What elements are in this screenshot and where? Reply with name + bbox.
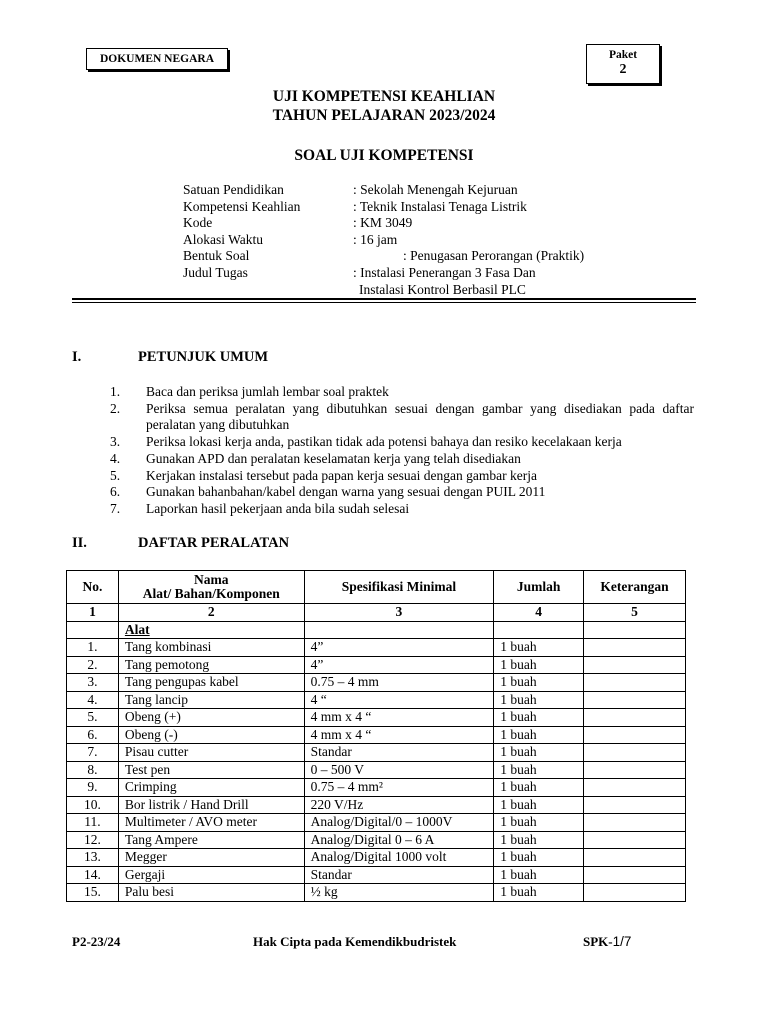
cell-jumlah: 1 buah bbox=[494, 726, 584, 744]
column-header-keterangan: Keterangan bbox=[584, 571, 686, 604]
cell-jumlah: 1 buah bbox=[494, 866, 584, 884]
cell-no: 3. bbox=[67, 674, 119, 692]
cell-spesifikasi: Analog/Digital 1000 volt bbox=[304, 849, 494, 867]
cell-spesifikasi: Analog/Digital 0 – 6 A bbox=[304, 831, 494, 849]
cell-spesifikasi: ½ kg bbox=[304, 884, 494, 902]
column-index-row bbox=[67, 604, 686, 622]
cell-keterangan bbox=[584, 761, 686, 779]
info-value: : Instalasi Penerangan 3 Fasa Dan bbox=[353, 264, 536, 280]
cell-no: 8. bbox=[67, 761, 119, 779]
info-value: : KM 3049 bbox=[353, 215, 413, 231]
column-header-nama-line1: Nama bbox=[194, 572, 229, 587]
cell-keterangan bbox=[584, 656, 686, 674]
table-cell bbox=[494, 621, 584, 639]
cell-keterangan bbox=[584, 884, 686, 902]
cell-no: 2. bbox=[67, 656, 119, 674]
package-badge bbox=[586, 44, 660, 84]
list-item bbox=[110, 468, 694, 485]
cell-jumlah: 1 buah bbox=[494, 831, 584, 849]
equipment-table-body bbox=[67, 604, 686, 902]
cell-spesifikasi: Standar bbox=[304, 744, 494, 762]
info-value: : Teknik Instalasi Tenaga Listrik bbox=[353, 198, 527, 214]
table-cell bbox=[304, 621, 494, 639]
list-item bbox=[110, 501, 694, 518]
cell-keterangan bbox=[584, 814, 686, 832]
cell-keterangan bbox=[584, 744, 686, 762]
info-value: : Penugasan Perorangan (Praktik) bbox=[403, 248, 585, 264]
list-item-text: Periksa lokasi kerja anda, pastikan tidak ada potensi bahaya dan resiko kecelakaan kerja bbox=[146, 434, 622, 450]
list-item bbox=[110, 401, 694, 434]
table-row bbox=[67, 761, 686, 779]
table-header-row bbox=[67, 571, 686, 604]
cell-jumlah: 1 buah bbox=[494, 691, 584, 709]
cell-spesifikasi: Standar bbox=[304, 866, 494, 884]
column-header-nama bbox=[118, 571, 304, 604]
table-cell bbox=[584, 621, 686, 639]
info-key: Kompetensi Keahlian bbox=[183, 198, 301, 214]
info-key: Bentuk Soal bbox=[183, 248, 250, 264]
cell-jumlah: 1 buah bbox=[494, 779, 584, 797]
cell-nama: Tang Ampere bbox=[118, 831, 304, 849]
cell-nama: Tang kombinasi bbox=[118, 639, 304, 657]
cell-nama: Multimeter / AVO meter bbox=[118, 814, 304, 832]
cell-nama: Gergaji bbox=[118, 866, 304, 884]
cell-no: 12. bbox=[67, 831, 119, 849]
column-index: 2 bbox=[118, 604, 304, 622]
column-index: 1 bbox=[67, 604, 119, 622]
cell-spesifikasi: 4 mm x 4 “ bbox=[304, 709, 494, 727]
cell-no: 14. bbox=[67, 866, 119, 884]
table-row bbox=[67, 814, 686, 832]
table-row bbox=[67, 656, 686, 674]
cell-no: 6. bbox=[67, 726, 119, 744]
cell-nama: Pisau cutter bbox=[118, 744, 304, 762]
cell-jumlah: 1 buah bbox=[494, 744, 584, 762]
cell-nama: Obeng (-) bbox=[118, 726, 304, 744]
list-item-text: Gunakan bahanbahan/kabel dengan warna yang sesuai dengan PUIL 2011 bbox=[146, 484, 546, 500]
column-index: 3 bbox=[304, 604, 494, 622]
cell-nama: Crimping bbox=[118, 779, 304, 797]
list-item bbox=[110, 434, 694, 451]
list-item bbox=[110, 451, 694, 468]
table-cell bbox=[67, 621, 119, 639]
footer-code: P2-23/24 bbox=[72, 934, 121, 949]
footer-copyright: Hak Cipta pada Kemendikbudristek bbox=[253, 934, 457, 949]
cell-no: 13. bbox=[67, 849, 119, 867]
table-row bbox=[67, 866, 686, 884]
cell-spesifikasi: 0.75 – 4 mm bbox=[304, 674, 494, 692]
cell-keterangan bbox=[584, 796, 686, 814]
table-row bbox=[67, 726, 686, 744]
list-item-text: Laporkan hasil pekerjaan anda bila sudah selesai bbox=[146, 500, 410, 516]
cell-nama: Megger bbox=[118, 849, 304, 867]
column-header-nama-line2: Alat/ Bahan/Komponen bbox=[142, 586, 280, 601]
section-number: II. bbox=[72, 535, 87, 551]
column-index: 4 bbox=[494, 604, 584, 622]
list-item-number: 3. bbox=[110, 434, 121, 450]
cell-nama: Palu besi bbox=[118, 884, 304, 902]
list-item bbox=[110, 384, 694, 401]
cell-no: 11. bbox=[67, 814, 119, 832]
cell-nama: Tang pengupas kabel bbox=[118, 674, 304, 692]
cell-jumlah: 1 buah bbox=[494, 849, 584, 867]
cell-keterangan bbox=[584, 866, 686, 884]
list-item-number: 4. bbox=[110, 450, 121, 466]
table-row bbox=[67, 779, 686, 797]
cell-no: 9. bbox=[67, 779, 119, 797]
cell-no: 10. bbox=[67, 796, 119, 814]
cell-spesifikasi: 4” bbox=[304, 656, 494, 674]
academic-year-title: TAHUN PELAJARAN 2023/2024 bbox=[272, 107, 496, 124]
info-key: Satuan Pendidikan bbox=[183, 182, 284, 197]
section-title: PETUNJUK UMUM bbox=[138, 349, 269, 365]
header-divider-thin bbox=[72, 302, 696, 303]
column-index: 5 bbox=[584, 604, 686, 622]
cell-spesifikasi: 220 V/Hz bbox=[304, 796, 494, 814]
instructions-list bbox=[110, 384, 694, 518]
equipment-table bbox=[66, 570, 686, 902]
cell-keterangan bbox=[584, 691, 686, 709]
cell-keterangan bbox=[584, 709, 686, 727]
cell-jumlah: 1 buah bbox=[494, 884, 584, 902]
list-item-number: 2. bbox=[110, 400, 121, 416]
info-key: Kode bbox=[183, 215, 213, 231]
cell-keterangan bbox=[584, 726, 686, 744]
cell-keterangan bbox=[584, 674, 686, 692]
list-item-text: Kerjakan instalasi tersebut pada papan kerja sesuai dengan gambar kerja bbox=[146, 467, 537, 483]
table-row bbox=[67, 849, 686, 867]
cell-keterangan bbox=[584, 849, 686, 867]
cell-jumlah: 1 buah bbox=[494, 709, 584, 727]
table-row bbox=[67, 691, 686, 709]
list-item-text: Gunakan APD dan peralatan keselamatan kerja yang telah disediakan bbox=[146, 450, 521, 466]
package-number: 2 bbox=[619, 62, 627, 77]
list-item-text: Baca dan periksa jumlah lembar soal praktek bbox=[146, 384, 389, 399]
cell-keterangan bbox=[584, 779, 686, 797]
package-label: Paket bbox=[608, 49, 638, 61]
column-header-jumlah: Jumlah bbox=[494, 571, 584, 604]
cell-nama: Test pen bbox=[118, 761, 304, 779]
table-row bbox=[67, 744, 686, 762]
cell-jumlah: 1 buah bbox=[494, 796, 584, 814]
group-row-alat bbox=[67, 621, 686, 639]
table-row bbox=[67, 709, 686, 727]
footer-page-number bbox=[583, 934, 631, 950]
cell-no: 4. bbox=[67, 691, 119, 709]
cell-no: 1. bbox=[67, 639, 119, 657]
table-row bbox=[67, 884, 686, 902]
cell-spesifikasi: 0 – 500 V bbox=[304, 761, 494, 779]
section-number: I. bbox=[72, 349, 82, 365]
table-row bbox=[67, 674, 686, 692]
info-value: : 16 jam bbox=[353, 231, 398, 247]
cell-no: 5. bbox=[67, 709, 119, 727]
cell-nama: Tang pemotong bbox=[118, 656, 304, 674]
section-title: DAFTAR PERALATAN bbox=[138, 535, 290, 551]
cell-spesifikasi: 4” bbox=[304, 639, 494, 657]
document-subtitle: SOAL UJI KOMPETENSI bbox=[294, 147, 474, 164]
info-value-continued: Instalasi Kontrol Berbasil PLC bbox=[359, 281, 526, 297]
group-label-text: Alat bbox=[124, 621, 150, 637]
group-label bbox=[118, 621, 304, 639]
cell-spesifikasi: 4 mm x 4 “ bbox=[304, 726, 494, 744]
cell-jumlah: 1 buah bbox=[494, 639, 584, 657]
table-row bbox=[67, 639, 686, 657]
cell-no: 7. bbox=[67, 744, 119, 762]
cell-spesifikasi: 4 “ bbox=[304, 691, 494, 709]
table-row bbox=[67, 831, 686, 849]
footer-page-prefix: SPK- bbox=[583, 934, 613, 949]
cell-keterangan bbox=[584, 831, 686, 849]
info-key: Judul Tugas bbox=[183, 264, 248, 280]
list-item-number: 7. bbox=[110, 500, 121, 516]
exam-title: UJI KOMPETENSI KEAHLIAN bbox=[272, 88, 496, 105]
cell-keterangan bbox=[584, 639, 686, 657]
cell-spesifikasi: Analog/Digital/0 – 1000V bbox=[304, 814, 494, 832]
cell-nama: Obeng (+) bbox=[118, 709, 304, 727]
document-classification-badge: DOKUMEN NEGARA bbox=[86, 48, 228, 70]
list-item-number: 1. bbox=[110, 384, 121, 399]
cell-jumlah: 1 buah bbox=[494, 656, 584, 674]
table-row bbox=[67, 796, 686, 814]
cell-jumlah: 1 buah bbox=[494, 761, 584, 779]
info-value: : Sekolah Menengah Kejuruan bbox=[353, 182, 518, 197]
column-header-spesifikasi: Spesifikasi Minimal bbox=[304, 571, 494, 604]
cell-no: 15. bbox=[67, 884, 119, 902]
header-divider-thick bbox=[72, 298, 696, 300]
info-key: Alokasi Waktu bbox=[183, 231, 264, 247]
cell-spesifikasi: 0.75 – 4 mm² bbox=[304, 779, 494, 797]
list-item-number: 6. bbox=[110, 484, 121, 500]
cell-nama: Bor listrik / Hand Drill bbox=[118, 796, 304, 814]
list-item-text: Periksa semua peralatan yang dibutuhkan sesuai dengan gambar yang disediakan pada daftar peralatan yang dibutuhkan bbox=[146, 400, 694, 433]
cell-nama: Tang lancip bbox=[118, 691, 304, 709]
footer-page-value: 1/7 bbox=[612, 934, 632, 949]
cell-jumlah: 1 buah bbox=[494, 674, 584, 692]
list-item bbox=[110, 484, 694, 501]
column-header-no: No. bbox=[67, 571, 119, 604]
cell-jumlah: 1 buah bbox=[494, 814, 584, 832]
list-item-number: 5. bbox=[110, 467, 121, 483]
